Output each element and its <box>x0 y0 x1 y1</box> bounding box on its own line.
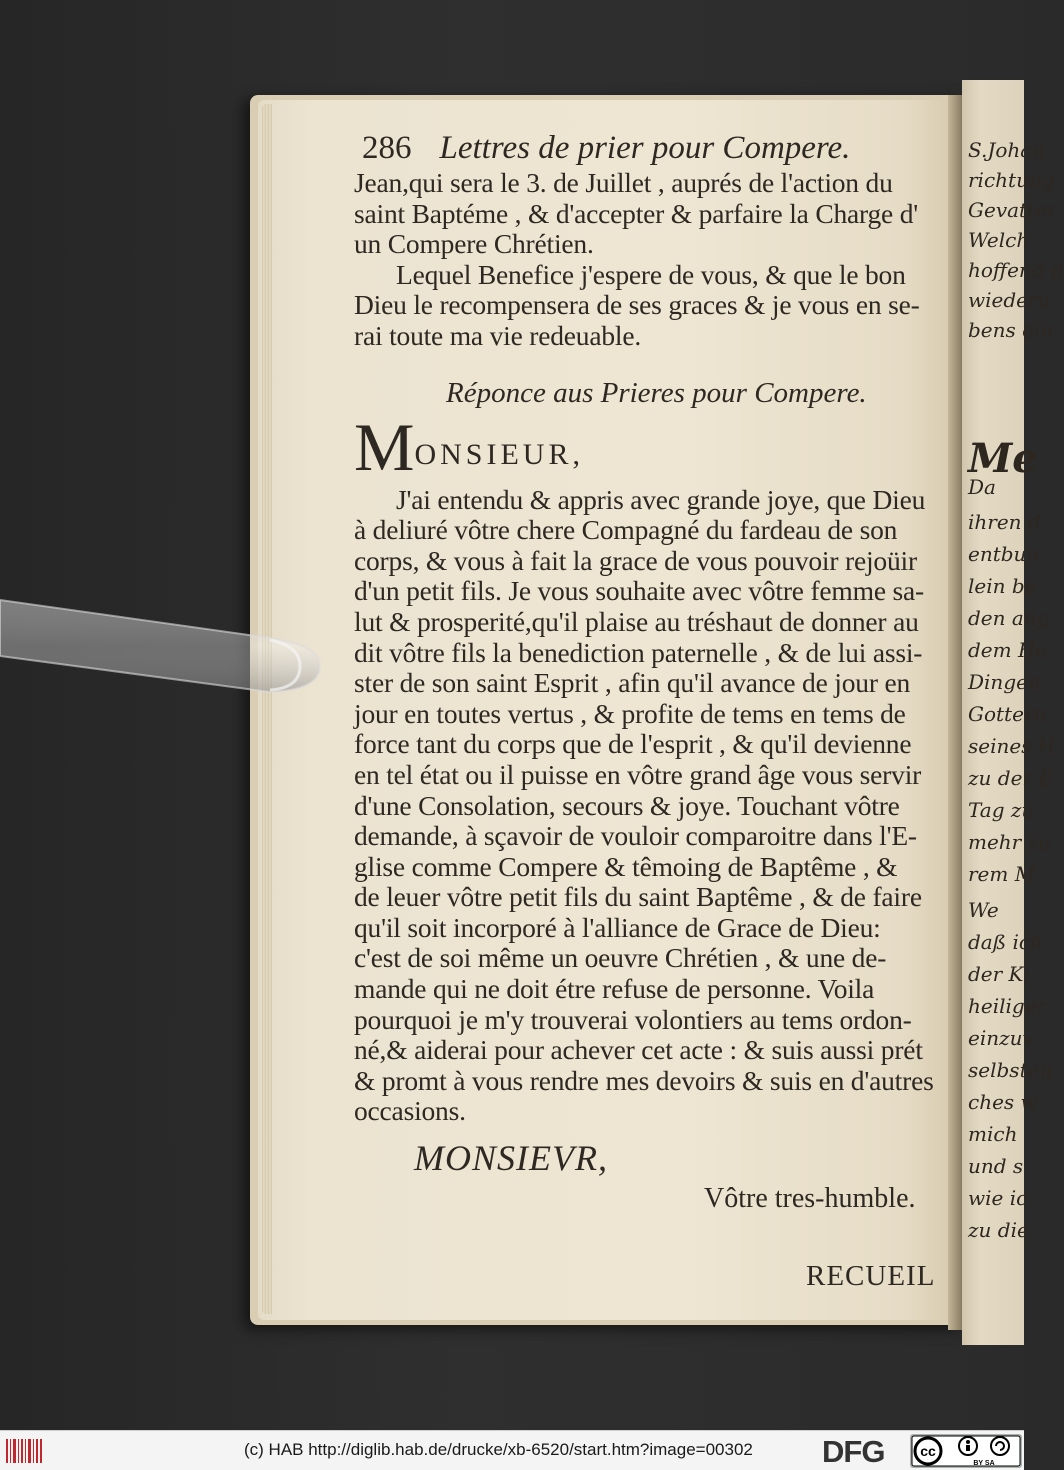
adjacent-text-fragment: der Ki <box>968 962 1030 986</box>
text-line: occasions. <box>354 1095 466 1127</box>
adjacent-text-fragment: rem M <box>968 862 1036 886</box>
text-line: saint Baptéme , & d'accepter & parfaire la Charge d' <box>354 197 919 229</box>
text-line: dit vôtre fils la benediction paternelle , & de lui assi- <box>354 636 923 668</box>
adjacent-text-fragment: Da <box>968 475 996 499</box>
text-line: rai toute ma vie redeuable. <box>354 319 642 351</box>
adjacent-text-fragment: heiliger <box>968 994 1047 1018</box>
adjacent-text-fragment: wie ic <box>968 1186 1028 1210</box>
barcode-icon <box>6 1437 44 1465</box>
adjacent-text-fragment: wiederu <box>968 288 1051 312</box>
catchword: RECUEIL <box>806 1260 936 1293</box>
adjacent-text-fragment: selbsten <box>968 1058 1053 1082</box>
adjacent-text-fragment: mich <box>968 1122 1018 1146</box>
dfg-logo: DFG <box>822 1434 885 1469</box>
adjacent-text-fragment: und s <box>968 1154 1024 1178</box>
adjacent-page-fragment <box>962 80 1064 1345</box>
text-line: demande, à sçavoir de vouloir comparoitre dans l'E- <box>354 820 917 852</box>
svg-text:cc: cc <box>920 1443 936 1459</box>
text-line: J'ai entendu & appris avec grande joye, que Dieu <box>396 483 926 515</box>
closing-salutation: MONSIEVR, <box>414 1138 608 1179</box>
text-line: lut & prosperité,qu'il plaise au tréshaut de donner au <box>354 605 919 637</box>
adjacent-text-fragment: einzuv <box>968 1026 1034 1050</box>
text-line: d'une Consolation, secours & joye. Touchant vôtre <box>354 789 900 821</box>
adjacent-text-fragment: dem He <box>968 638 1048 662</box>
adjacent-text-fragment: Gottern <box>968 702 1047 726</box>
copyright-credit: (c) HAB http://diglib.hab.de/drucke/xb-6520/start.htm?image=00302 <box>244 1440 753 1459</box>
continuation-text <box>354 168 964 260</box>
text-line: qu'il soit incorporé à l'alliance de Grace de Dieu: <box>354 911 881 943</box>
adjacent-text-fragment: lein be <box>968 574 1037 598</box>
text-line: un Compere Chrétien. <box>354 228 594 260</box>
adjacent-text-fragment: bens ein <box>968 318 1054 342</box>
text-line: & promt à vous rendre mes devoirs & suis en d'autres <box>354 1064 934 1096</box>
text-line: de leuer vôtre petit fils du saint Baptême , & de faire <box>354 881 922 913</box>
adjacent-text-fragment: S.Johan <box>968 138 1046 162</box>
salutation <box>354 408 964 485</box>
text-line: c'est de soi même un oeuvre Chrétien , & une de- <box>354 942 887 974</box>
text-line: force tant du corps que de l'esprit , & qu'il devienne <box>354 728 912 760</box>
adjacent-text-fragment: Me <box>968 435 1038 482</box>
adjacent-text-fragment: Welch <box>968 228 1030 252</box>
adjacent-text-fragment: seines H <box>968 734 1056 758</box>
signature: Vôtre tres-humble. <box>704 1183 916 1215</box>
adjacent-text-fragment: zu der E <box>968 766 1053 790</box>
page-edges <box>262 104 272 1314</box>
footer-bar <box>0 1430 1024 1470</box>
text-line: Lequel Benefice j'espere de vous, & que le bon <box>396 258 906 290</box>
adjacent-text-fragment: entbun <box>968 542 1040 566</box>
adjacent-text-fragment: den ang <box>968 606 1050 630</box>
page-number: 286 <box>362 130 412 166</box>
text-line: né,& aiderai pour achever cet acte : & suis aussi prét <box>354 1034 923 1066</box>
adjacent-text-fragment: We <box>968 898 999 922</box>
text-line: d'un petit fils. Je vous souhaite avec vôtre femme sa- <box>354 575 924 607</box>
text-line: Dieu le recompensera de ses graces & je vous en se- <box>354 289 920 321</box>
svg-text:BY SA: BY SA <box>973 1460 995 1467</box>
text-line: mande qui ne doit étre refuse de personne. Voila <box>354 973 875 1005</box>
text-line: jour en toutes vertus , & profite de tems en tems de <box>354 697 906 729</box>
adjacent-text-fragment: ihren d <box>968 510 1041 534</box>
cc-by-sa-icon <box>910 1434 1022 1468</box>
adjacent-text-fragment: richtung <box>968 168 1055 192</box>
text-line: corps, & vous à fait la grace de vous pouvoir rejoüir <box>354 544 917 576</box>
adjacent-text-fragment: mehr zu <box>968 830 1052 854</box>
page-text <box>354 128 964 1296</box>
adjacent-text-fragment: Tag zu <box>968 798 1035 822</box>
running-title: Lettres de prier pour Compere. <box>439 130 851 166</box>
text-line: ster de son saint Esprit , afin qu'il avance de jour en <box>354 667 911 699</box>
text-line: Jean,qui sera le 3. de Juillet , auprés de l'action du <box>354 167 893 198</box>
adjacent-text-fragment: ches w <box>968 1090 1038 1114</box>
text-line: glise comme Compere & têmoing de Baptême , & <box>354 850 898 882</box>
running-header <box>354 128 964 168</box>
adjacent-text-fragment: Dingen <box>968 670 1041 694</box>
text-line: pourquoi je m'y trouverai volontiers au tems ordon- <box>354 1003 912 1035</box>
adjacent-text-fragment: Gevatter <box>968 198 1057 222</box>
request-paragraph <box>354 260 964 352</box>
adjacent-text-fragment: hoffend d <box>968 258 1064 282</box>
reply-title: Réponce aus Prieres pour Compere. <box>446 376 867 409</box>
adjacent-text-fragment: daß ich <box>968 930 1043 954</box>
text-line: en tel état ou il puisse en vôtre grand âge vous servir <box>354 758 922 790</box>
letter-body <box>354 485 964 1127</box>
drop-initial: M <box>354 408 415 485</box>
salutation-rest: ONSIEUR, <box>414 437 584 471</box>
text-line: à deliuré vôtre chere Compagné du fardeau de son <box>354 514 898 546</box>
adjacent-text-fragment: zu die <box>968 1218 1029 1242</box>
page-holder-strip <box>0 596 320 694</box>
